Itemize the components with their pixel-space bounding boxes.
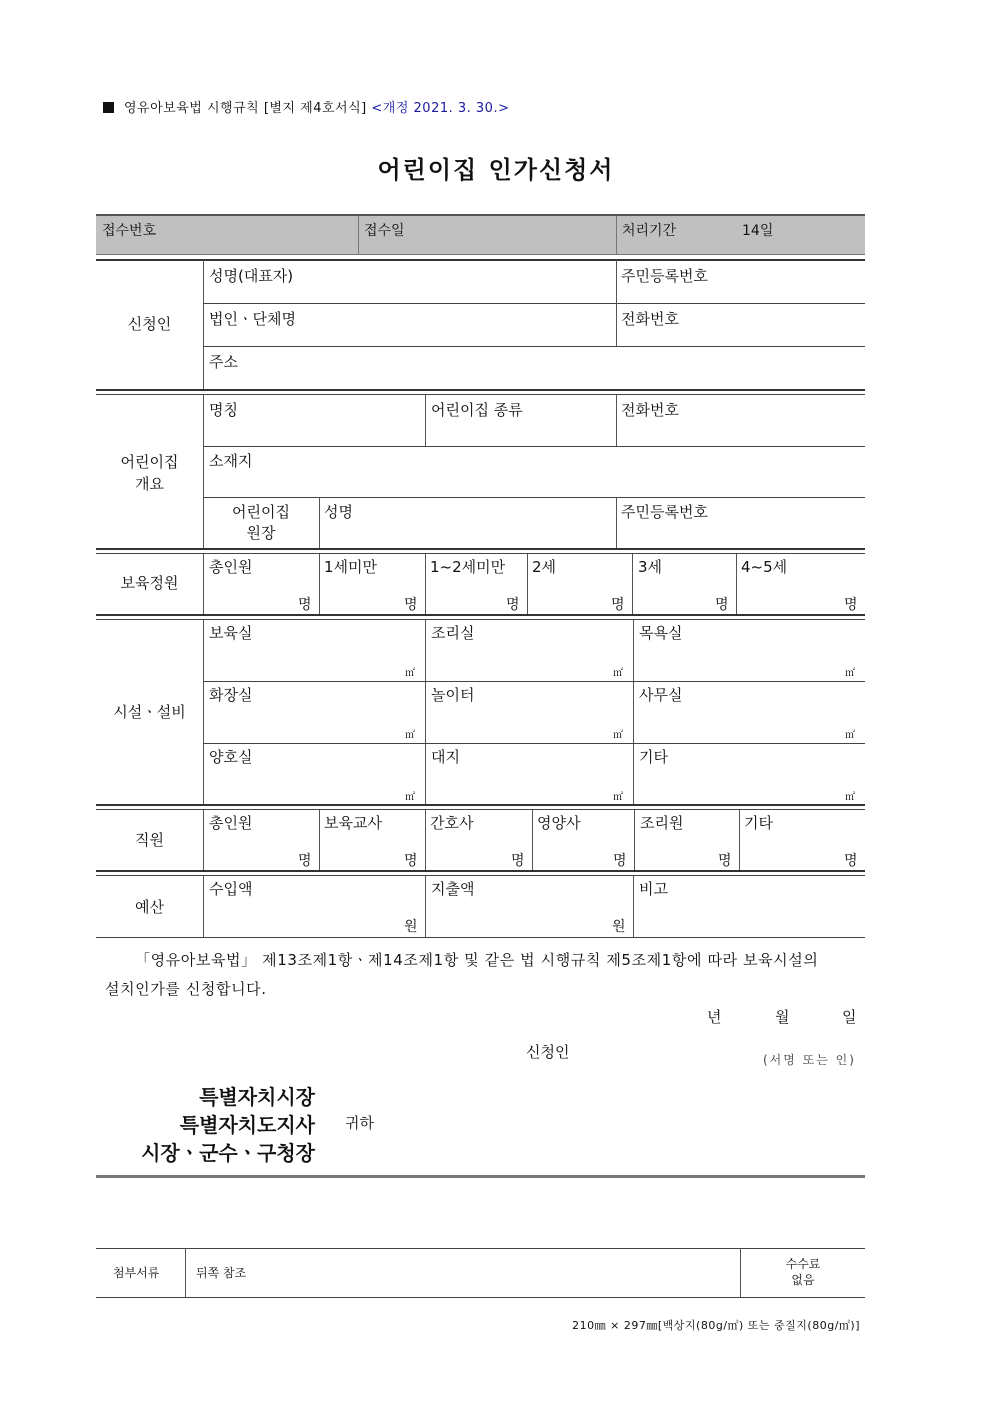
section-rule (96, 553, 865, 554)
section-rule (96, 614, 865, 616)
section-budget: 예산 (135, 898, 164, 916)
capacity-age2-field[interactable]: 2세 (532, 558, 557, 576)
attachments-value: 뒤쪽 참조 (196, 1266, 247, 1280)
capacity-under1-field[interactable]: 1세미만 (324, 558, 378, 576)
applicant-rrn-field[interactable]: 주민등록번호 (621, 267, 708, 285)
section-staff: 직원 (135, 831, 164, 849)
black-square-icon (103, 102, 114, 113)
applicant-phone-field[interactable]: 전화번호 (621, 310, 679, 328)
facility-infirmary-field[interactable]: 양호실 (209, 748, 253, 766)
divider (616, 216, 617, 255)
divider (739, 810, 740, 870)
facility-type-field[interactable]: 어린이집 종류 (431, 401, 523, 419)
section-capacity: 보육정원 (120, 574, 179, 592)
section-rule (96, 259, 865, 261)
fee-value: 없음 (791, 1273, 815, 1287)
divider (203, 876, 204, 937)
section-applicant: 신청인 (127, 315, 172, 333)
revision-note: <개정 2021. 3. 30.> (371, 101, 510, 116)
date-day[interactable]: 일 (842, 1008, 857, 1026)
area-unit: ㎡ (405, 668, 415, 679)
facility-land-field[interactable]: 대지 (431, 748, 460, 766)
divider (616, 395, 617, 446)
divider (203, 554, 204, 614)
section-overview (96, 451, 203, 495)
capacity-1to2-field[interactable]: 1~2세미만 (430, 558, 506, 576)
divider (319, 497, 320, 548)
divider (425, 876, 426, 937)
unit-label: 명 (404, 853, 418, 869)
director-label-line2: 원장 (246, 524, 276, 542)
divider (633, 876, 634, 937)
divider (319, 554, 320, 614)
fee-label: 수수료 (785, 1257, 821, 1271)
statement-line1: 「영유아보육법」 제13조제1항ㆍ제14조제1항 및 같은 법 시행규칙 제5조제1항에 따라 보육시설의 (135, 951, 819, 969)
capacity-age3-field[interactable]: 3세 (638, 558, 663, 576)
staff-total-field[interactable]: 총인원 (209, 814, 253, 832)
divider (527, 554, 528, 614)
area-unit: ㎡ (613, 668, 623, 679)
unit-label: 명 (404, 597, 418, 613)
receipt-no-label: 접수번호 (102, 223, 157, 239)
unit-label: 명 (715, 597, 729, 613)
area-unit: ㎡ (613, 730, 623, 741)
date-year[interactable]: 년 (707, 1008, 722, 1026)
divider (203, 810, 204, 870)
section-rule (96, 548, 865, 550)
budget-income-field[interactable]: 수입액 (209, 880, 253, 898)
processing-period-value: 14일 (742, 223, 774, 239)
divider (358, 216, 359, 255)
staff-teacher-field[interactable]: 보육교사 (324, 814, 382, 832)
row-line (203, 681, 865, 682)
row-line (203, 303, 865, 304)
divider (632, 554, 633, 614)
divider (203, 620, 204, 804)
section-rule (96, 937, 865, 938)
section-rule (96, 875, 865, 876)
statement-line2: 설치인가를 신청합니다. (105, 980, 267, 998)
director-rrn-field[interactable]: 주민등록번호 (621, 503, 708, 521)
facility-phone-field[interactable]: 전화번호 (621, 401, 679, 419)
area-unit: ㎡ (405, 730, 415, 741)
divider (634, 810, 635, 870)
addressee-line3: 시장ㆍ군수ㆍ구청장 (141, 1141, 315, 1165)
divider (203, 260, 204, 389)
unit-label: 명 (611, 597, 625, 613)
unit-label: 명 (298, 597, 312, 613)
divider (633, 620, 634, 804)
section-rule (96, 619, 865, 620)
addressee-line2: 특별자치도지사 (179, 1113, 315, 1137)
row-line (203, 743, 865, 744)
unit-label: 명 (718, 853, 732, 869)
divider (185, 1248, 186, 1297)
honorific: 귀하 (345, 1114, 374, 1132)
director-label-line1: 어린이집 (232, 503, 290, 521)
fee-cell (741, 1256, 865, 1288)
staff-nutritionist-field[interactable]: 영양사 (537, 814, 581, 832)
divider (425, 554, 426, 614)
processing-period-label: 처리기간 (622, 223, 677, 239)
date-month[interactable]: 월 (775, 1008, 790, 1026)
signature-field[interactable]: (서명 또는 인) (763, 1053, 856, 1067)
section-overview-line1: 어린이집 (120, 453, 179, 471)
staff-other-field[interactable]: 기타 (744, 814, 773, 832)
section-rule (96, 394, 865, 395)
row-line (203, 446, 865, 447)
divider (736, 554, 737, 614)
form-ref-text: 영유아보육법 시행규칙 [별지 제4호서식] (124, 101, 367, 116)
facility-playground-field[interactable]: 놀이터 (431, 686, 475, 704)
facility-name-field[interactable]: 명칭 (209, 401, 238, 419)
area-unit: ㎡ (405, 792, 415, 803)
page-title: 어린이집 인가신청서 (377, 156, 615, 184)
section-rule (96, 809, 865, 810)
divider (532, 810, 533, 870)
facility-toilet-field[interactable]: 화장실 (209, 686, 253, 704)
divider (425, 395, 426, 446)
addressee-block (100, 1083, 315, 1167)
section-rule (96, 870, 865, 872)
unit-label: 명 (298, 853, 312, 869)
divider (425, 810, 426, 870)
capacity-total-field[interactable]: 총인원 (209, 558, 253, 576)
section-rule (96, 389, 865, 391)
receipt-bar (96, 214, 865, 255)
unit-label: 명 (844, 597, 858, 613)
area-unit: ㎡ (845, 730, 855, 741)
attachments-label: 첨부서류 (113, 1266, 160, 1280)
capacity-age4to5-field[interactable]: 4~5세 (741, 558, 788, 576)
unit-label: 원 (404, 919, 418, 935)
facility-office-field[interactable]: 사무실 (639, 686, 683, 704)
unit-label: 명 (613, 853, 627, 869)
area-unit: ㎡ (613, 792, 623, 803)
applicant-signature-label: 신청인 (526, 1043, 570, 1061)
unit-label: 명 (844, 853, 858, 869)
form-reference (103, 97, 509, 116)
row-line (203, 346, 865, 347)
facility-nursery-room-field[interactable]: 보육실 (209, 624, 253, 642)
section-facilities: 시설ㆍ설비 (113, 703, 186, 721)
budget-expense-field[interactable]: 지출액 (431, 880, 475, 898)
divider (319, 810, 320, 870)
row-line (203, 497, 865, 498)
area-unit: ㎡ (845, 668, 855, 679)
corp-name-field[interactable]: 법인ㆍ단체명 (209, 310, 296, 328)
bottom-rule (96, 1175, 865, 1178)
applicant-name-field[interactable]: 성명(대표자) (209, 267, 294, 285)
director-label (203, 502, 319, 544)
receipt-date-label: 접수일 (364, 223, 405, 239)
director-name-field[interactable]: 성명 (324, 503, 353, 521)
table-top-line (96, 1248, 865, 1249)
staff-cook-field[interactable]: 조리원 (640, 814, 684, 832)
table-bottom-line (96, 1297, 865, 1298)
unit-label: 원 (612, 919, 626, 935)
divider (425, 620, 426, 804)
section-overview-line2: 개요 (135, 475, 164, 493)
budget-note-field[interactable]: 비고 (639, 880, 668, 898)
divider (616, 260, 617, 346)
unit-label: 명 (506, 597, 520, 613)
application-statement (105, 946, 865, 1004)
paper-spec: 210㎜ × 297㎜[백상지(80g/㎡) 또는 중질지(80g/㎡)] (572, 1319, 860, 1332)
facility-bathroom-field[interactable]: 목욕실 (639, 624, 683, 642)
section-rule (96, 804, 865, 806)
facility-other-field[interactable]: 기타 (639, 748, 668, 766)
unit-label: 명 (511, 853, 525, 869)
applicant-address-field[interactable]: 주소 (209, 353, 238, 371)
divider (616, 497, 617, 548)
area-unit: ㎡ (845, 792, 855, 803)
facility-kitchen-field[interactable]: 조리실 (431, 624, 475, 642)
staff-nurse-field[interactable]: 간호사 (430, 814, 474, 832)
addressee-line1: 특별자치시장 (199, 1085, 315, 1109)
facility-location-field[interactable]: 소재지 (209, 452, 253, 470)
